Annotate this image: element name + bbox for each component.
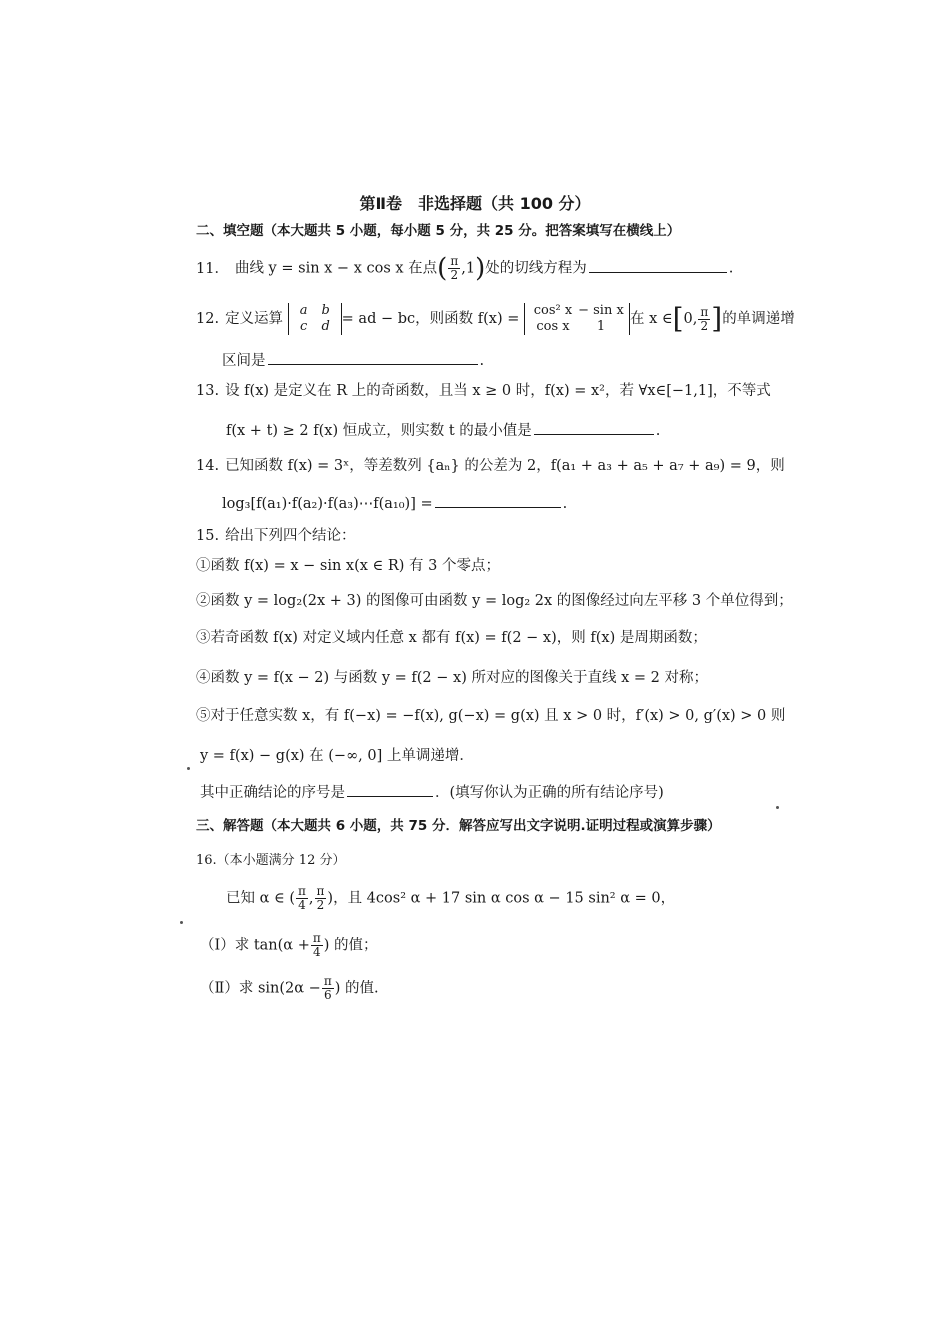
left-paren: ( — [437, 253, 448, 284]
q11-point-y: ,1 — [461, 260, 476, 277]
fraction-pi-over-2 — [698, 306, 710, 333]
q12-text-b: = ad − bc，则函数 f(x) = — [341, 311, 520, 327]
question-15 — [196, 526, 356, 546]
answer-blank[interactable] — [589, 258, 727, 273]
q15-conclusion-3: ③若奇函数 f(x) 对定义域内任意 x 都有 f(x) = f(2 − x)，则 f(x) 是周期函数； — [196, 630, 707, 646]
fraction-pi-over-6 — [322, 975, 334, 1002]
answer-blank[interactable] — [435, 493, 561, 508]
fraction-denominator: 4 — [298, 898, 306, 912]
fraction-pi-over-4 — [311, 932, 323, 959]
det-entry: 1 — [596, 319, 606, 334]
question-13 — [196, 381, 771, 401]
q15-conclusion-1: ①函数 f(x) = x − sin x(x ∈ R) 有 3 个零点； — [196, 558, 500, 574]
fraction-denominator: 2 — [450, 268, 459, 282]
q15-answer-line — [200, 782, 664, 803]
question-16-part-1 — [200, 932, 378, 959]
question-14-line2 — [222, 493, 567, 514]
answer-blank[interactable] — [268, 350, 478, 365]
q13-text-a: 设 f(x) 是定义在 R 上的奇函数，且当 x ≥ 0 时，f(x) = x²，若 ∀x∈[−1,1]，不等式 — [225, 383, 771, 399]
question-16-header: 16.（本小题满分 12 分） — [196, 853, 346, 868]
q15-conclusion-2: ②函数 y = log₂(2x + 3) 的图像可由函数 y = log₂ 2x 的图像经过向左平移 3 个单位得到； — [196, 593, 793, 609]
q14-text-b: log₃[f(a₁)·f(a₂)·f(a₃)⋯f(a₁₀)] = — [222, 496, 433, 512]
fraction-numerator: π — [316, 884, 325, 898]
det-entry: cos² x — [533, 303, 573, 318]
q12-text-d: 的单调递增 — [722, 311, 795, 327]
q11-text-b: 处的切线方程为 — [485, 260, 587, 277]
scan-speck — [180, 921, 183, 924]
left-bracket: [ — [672, 302, 684, 335]
q16-part2-a: （Ⅱ）求 sin(2α − — [200, 980, 321, 997]
period: . — [562, 496, 568, 512]
period: . — [655, 423, 661, 439]
question-number: 12. — [196, 311, 220, 327]
fraction-numerator: π — [312, 931, 321, 945]
det-entry: a — [299, 303, 308, 318]
right-paren: ) — [475, 253, 486, 284]
q15-answer-note: ．(填写你认为正确的所有结论序号) — [435, 785, 664, 801]
question-number: 13. — [196, 383, 220, 399]
fraction-denominator: 4 — [312, 945, 321, 959]
question-12 — [196, 303, 795, 335]
q15-answer-prompt: 其中正确结论的序号是 — [200, 785, 345, 801]
section-fill-in-heading: 二、填空题（本大题共 5 小题，每小题 5 分，共 25 分。把答案填写在横线上） — [196, 223, 681, 239]
fraction-denominator: 2 — [316, 898, 325, 912]
period: . — [479, 353, 485, 369]
det-entry: d — [321, 319, 330, 334]
q16-given-a: 已知 α ∈ ( — [226, 890, 296, 907]
answer-blank[interactable] — [534, 420, 654, 435]
det-entry: cos x — [536, 319, 570, 334]
question-12-line2 — [222, 350, 484, 371]
q15-conclusion-5: ⑤对于任意实数 x，有 f(−x) = −f(x), g(−x) = g(x) 且 x > 0 时，f′(x) > 0, g′(x) > 0 则 — [196, 708, 786, 724]
question-13-line2 — [226, 420, 660, 441]
q13-text-b: f(x + t) ≥ 2 f(x) 恒成立，则实数 t 的最小值是 — [226, 423, 532, 439]
answer-blank[interactable] — [347, 782, 433, 797]
det-entry: − sin x — [578, 303, 624, 318]
right-bracket: ] — [711, 302, 723, 335]
paper-title: 第Ⅱ卷 非选择题（共 100 分） — [359, 194, 591, 213]
q16-given-b: )，且 4cos² α + 17 sin α cos α − 15 sin² α = 0， — [327, 890, 676, 907]
q16-part2-b: ) 的值. — [334, 980, 379, 997]
question-number: 15. — [196, 528, 220, 544]
question-14 — [196, 456, 785, 476]
q12-text-c: 在 x ∈ — [629, 311, 673, 327]
question-16-part-2 — [200, 975, 379, 1002]
fraction-pi-over-4 — [296, 885, 308, 912]
question-11 — [196, 255, 733, 282]
question-number: 11． — [196, 260, 229, 277]
q14-text-a: 已知函数 f(x) = 3ˣ，等差数列 {aₙ} 的公差为 2，f(a₁ + a₃ + a₅ + a₇ + a₉) = 9，则 — [225, 458, 785, 474]
question-16-given — [226, 885, 675, 912]
q15-conclusion-5-line2: y = f(x) − g(x) 在 (−∞, 0] 上单调递增． — [200, 748, 474, 764]
q12-text-e: 区间是 — [222, 353, 266, 369]
fraction-numerator: π — [298, 884, 306, 898]
q11-text-a: 曲线 y = sin x − x cos x 在点 — [234, 260, 438, 277]
q16-part1-a: （Ⅰ）求 tan(α + — [200, 937, 310, 954]
q15-conclusion-4: ④函数 y = f(x − 2) 与函数 y = f(2 − x) 所对应的图像关于直线 x = 2 对称； — [196, 670, 708, 686]
scan-speck — [187, 767, 190, 770]
determinant-definition — [288, 303, 342, 335]
fraction-denominator: 2 — [700, 318, 709, 333]
det-entry: b — [321, 303, 330, 318]
det-entry: c — [300, 319, 308, 334]
section-solutions-heading: 三、解答题（本大题共 6 小题，共 75 分．解答应写出文字说明.证明过程或演算步骤） — [196, 818, 721, 834]
fraction-pi-over-2 — [315, 885, 327, 912]
q15-intro: 给出下列四个结论： — [225, 528, 356, 544]
comma: , — [308, 890, 314, 907]
fraction-numerator: π — [323, 974, 332, 988]
q16-part1-b: ) 的值； — [323, 937, 378, 954]
determinant-function — [524, 303, 630, 335]
period: . — [728, 260, 734, 277]
fraction-numerator: π — [700, 304, 709, 319]
scan-speck — [776, 806, 779, 809]
fraction-denominator: 6 — [323, 988, 332, 1002]
interval-start: 0, — [683, 311, 698, 327]
fraction-pi-over-2 — [448, 255, 460, 282]
question-number: 14. — [196, 458, 220, 474]
fraction-numerator: π — [450, 254, 459, 268]
q12-text-a: 定义运算 — [225, 311, 284, 327]
